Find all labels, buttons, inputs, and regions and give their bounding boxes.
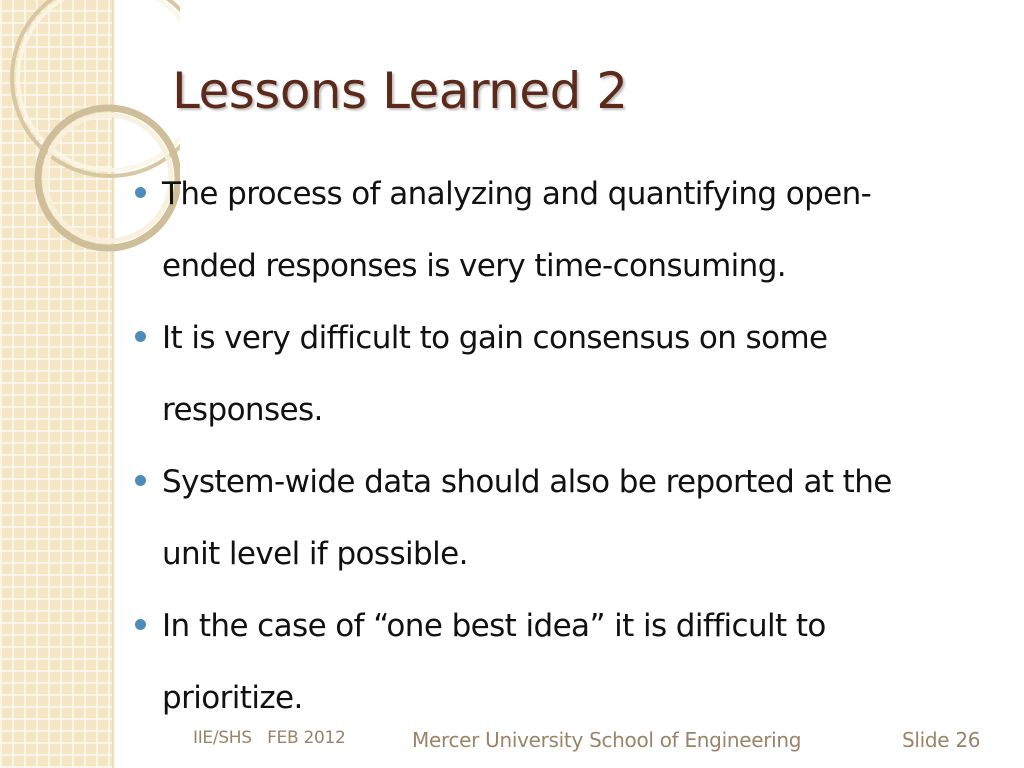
slide-number: Slide 26 bbox=[902, 728, 981, 752]
footer-organization: Mercer University School of Engineering bbox=[412, 728, 802, 752]
bullet-dot-icon bbox=[135, 619, 146, 630]
bullet-list bbox=[132, 158, 932, 734]
panel-edge-divider bbox=[112, 0, 115, 768]
bullet-item bbox=[132, 590, 932, 734]
bullet-text: In the case of “one best idea” it is difficult to prioritize. bbox=[162, 608, 826, 716]
bullet-dot-icon bbox=[135, 187, 146, 198]
slide-title: Lessons Learned 2 bbox=[172, 62, 628, 120]
bullet-dot-icon bbox=[135, 331, 146, 342]
bullet-item bbox=[132, 446, 932, 590]
bullet-text: It is very difficult to gain consensus on some responses. bbox=[162, 320, 828, 428]
bullet-text: System-wide data should also be reported at the unit level if possible. bbox=[162, 464, 892, 572]
bullet-item bbox=[132, 158, 932, 302]
bullet-text: The process of analyzing and quantifying open-ended responses is very time-consuming. bbox=[162, 176, 872, 284]
bullet-item bbox=[132, 302, 932, 446]
decorative-grid-panel bbox=[0, 0, 112, 768]
bullet-dot-icon bbox=[135, 475, 146, 486]
footer-event-date: IIE/SHS FEB 2012 bbox=[193, 728, 346, 748]
